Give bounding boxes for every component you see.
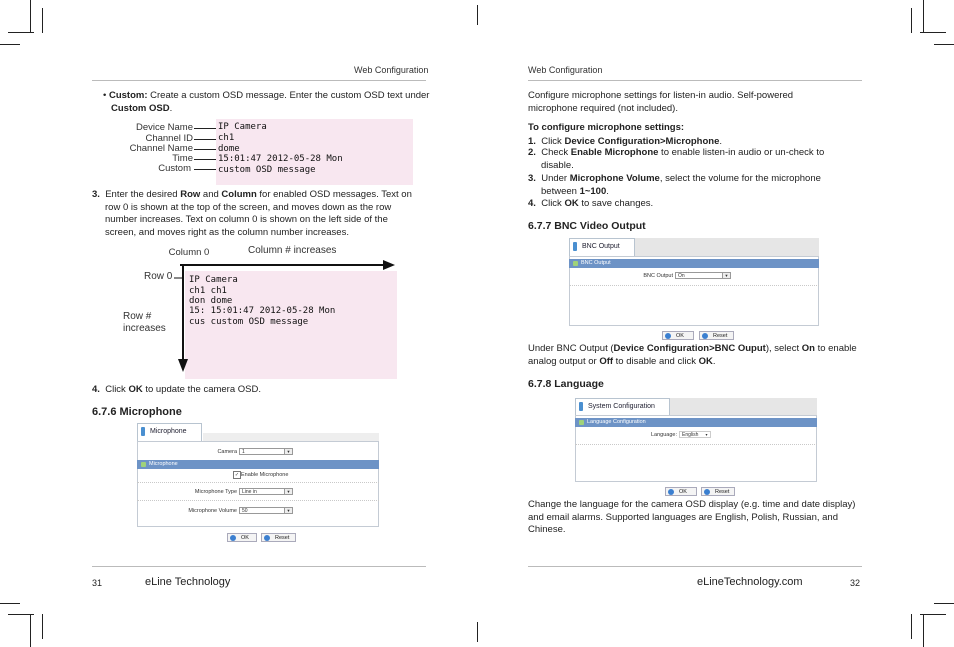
osd-preview <box>216 119 413 185</box>
tab-icon <box>573 242 577 251</box>
crop-mark <box>934 603 954 604</box>
leader-line <box>194 139 216 140</box>
enable-microphone-checkbox[interactable]: ✓ <box>234 472 240 478</box>
language-screenshot <box>575 398 817 482</box>
crop-mark <box>42 614 43 639</box>
crop-mark <box>477 5 478 25</box>
chevron-down-icon: ▾ <box>705 432 708 437</box>
grid-line: ch1 ch1 <box>189 286 227 296</box>
chevron-down-icon: ▼ <box>284 449 292 454</box>
step-1: 1. Click Device Configuration>Microphone. <box>528 136 723 147</box>
language-paragraph: Change the language for the camera OSD display (e.g. time and date display) and email alarms. Supported languages are English, Polish, Russian, and Chinese. <box>528 499 856 535</box>
row-inc-label-1: Row # <box>123 311 152 322</box>
page-header: Web Configuration <box>528 65 603 75</box>
chevron-down-icon: ▼ <box>722 273 730 278</box>
crop-mark <box>477 622 478 642</box>
section-microphone: 6.7.6 Microphone <box>92 406 182 418</box>
ok-icon <box>668 489 674 495</box>
crop-mark <box>0 603 20 604</box>
chevron-down-icon: ▼ <box>284 508 292 513</box>
reset-button[interactable]: Reset <box>261 533 296 542</box>
reset-icon <box>704 489 710 495</box>
section-icon <box>141 462 146 467</box>
reset-icon <box>702 333 708 339</box>
bnc-paragraph: Under BNC Output (Device Configuration>BNC Ouput), select On to enable analog output or Off to disable and click OK. <box>528 343 857 367</box>
step-4: 4. Click OK to save changes. <box>528 198 654 209</box>
crop-mark <box>30 0 31 33</box>
reset-icon <box>264 535 270 541</box>
bnc-bar: BNC Output <box>569 259 819 268</box>
crop-mark <box>911 8 912 33</box>
reset-button[interactable]: Reset <box>699 331 734 340</box>
crop-mark <box>920 614 946 615</box>
camera-select[interactable]: 1 ▼ <box>239 448 293 455</box>
microphone-volume-label: Microphone Volume <box>188 508 237 514</box>
tab-system-configuration[interactable]: System Configuration <box>575 398 670 415</box>
crop-mark <box>911 614 912 639</box>
crop-mark <box>8 614 34 615</box>
crop-mark <box>923 0 924 33</box>
microphone-volume-select[interactable]: 50 ▼ <box>239 507 293 514</box>
crop-mark <box>920 32 946 33</box>
page-number: 32 <box>850 578 861 588</box>
footer-rule <box>528 566 862 567</box>
step-3: 3. Under Microphone Volume, select the volume for the microphone between 1~100. <box>528 173 821 197</box>
osd-line: 15:01:47 2012-05-28 Mon <box>218 154 343 164</box>
osd-label: Channel Name <box>129 143 193 154</box>
section-icon <box>579 420 584 425</box>
osd-line: dome <box>218 144 240 154</box>
section-language: 6.7.8 Language <box>528 378 604 390</box>
language-select[interactable]: English ▾ <box>679 431 711 438</box>
tab-icon <box>579 402 583 411</box>
custom-osd-term: Custom OSD <box>111 102 170 114</box>
microphone-type-select[interactable]: Line in ▼ <box>239 488 293 495</box>
footer-brand: eLineTechnology.com <box>697 576 803 588</box>
axis-arrows <box>170 258 400 374</box>
leader-line <box>194 169 216 170</box>
ok-button[interactable]: OK <box>227 533 257 542</box>
microphone-screenshot <box>137 423 379 527</box>
header-rule <box>92 80 426 81</box>
bnc-output-label: BNC Output <box>643 273 673 279</box>
grid-line: cus custom OSD message <box>189 317 309 327</box>
header-rule <box>528 80 862 81</box>
osd-label: Time <box>172 153 193 164</box>
tab-icon <box>141 427 145 436</box>
step-3: 3. Enter the desired Row and Column for enabled OSD messages. Text on row 0 is shown at the top of the screen, and moves down as the row number increases. Text on column 0 is shown on the left side of the screen, and moves right as the column number increases. <box>92 189 412 238</box>
footer-brand: eLine Technology <box>145 576 231 588</box>
tab-microphone[interactable]: Microphone <box>137 423 202 441</box>
osd-label: Channel ID <box>145 133 193 144</box>
custom-term: Custom: <box>108 90 148 101</box>
leader-line <box>194 128 216 129</box>
ok-icon <box>665 333 671 339</box>
ok-icon <box>230 535 236 541</box>
bnc-screenshot <box>569 238 819 326</box>
osd-line: IP Camera <box>218 122 267 132</box>
row0-label: Row 0 <box>144 271 173 282</box>
intro-paragraph: Configure microphone settings for listen-in audio. Self-powered microphone required (not included). <box>528 90 794 114</box>
reset-button[interactable]: Reset <box>701 487 735 496</box>
subhead: To configure microphone settings: <box>528 122 685 133</box>
ok-button[interactable]: OK <box>665 487 697 496</box>
tab-bnc-output[interactable]: BNC Output <box>569 238 635 256</box>
custom-bullet: • Custom: Create a custom OSD message. Enter the custom OSD text under Custom OSD. <box>103 90 430 114</box>
crop-mark <box>42 8 43 33</box>
microphone-bar: Microphone <box>137 460 379 469</box>
section-bnc: 6.7.7 BNC Video Output <box>528 220 646 232</box>
osd-label: Custom <box>158 163 191 174</box>
osd-line: ch1 <box>218 133 235 143</box>
language-bar: Language Configuration <box>575 418 817 427</box>
page-number: 31 <box>92 578 103 588</box>
step-4: 4. Click OK to update the camera OSD. <box>92 384 261 395</box>
crop-mark <box>30 614 31 647</box>
crop-mark <box>923 614 924 647</box>
column-inc-label: Column # increases <box>248 245 337 256</box>
osd-line: custom OSD message <box>218 165 316 175</box>
section-icon <box>573 261 578 266</box>
chevron-down-icon: ▼ <box>284 489 292 494</box>
step-2: 2. Check Enable Microphone to enable listen-in audio or un-check to disable. <box>528 147 825 171</box>
enable-microphone-label: Enable Microphone <box>241 472 289 478</box>
grid-line: IP Camera <box>189 275 238 285</box>
language-label: Language: <box>651 432 677 438</box>
row-inc-label-2: increases <box>123 323 166 334</box>
grid-line: 15: 15:01:47 2012-05-28 Mon <box>189 306 336 316</box>
leader-line <box>194 149 216 150</box>
bnc-output-select[interactable]: On ▼ <box>675 272 731 279</box>
page-header: Web Configuration <box>354 65 429 75</box>
leader-line <box>194 159 216 160</box>
grid-line: don dome <box>189 296 233 306</box>
column0-label: Column 0 <box>168 247 210 258</box>
microphone-type-label: Microphone Type <box>194 489 237 495</box>
footer-rule <box>92 566 426 567</box>
custom-text: Create a custom OSD message. Enter the custom OSD text under <box>147 90 430 101</box>
osd-label: Device Name <box>135 122 193 133</box>
crop-mark <box>0 44 20 45</box>
crop-mark <box>8 32 34 33</box>
ok-button[interactable]: OK <box>662 331 694 340</box>
camera-label: Camera <box>217 449 237 455</box>
crop-mark <box>934 44 954 45</box>
